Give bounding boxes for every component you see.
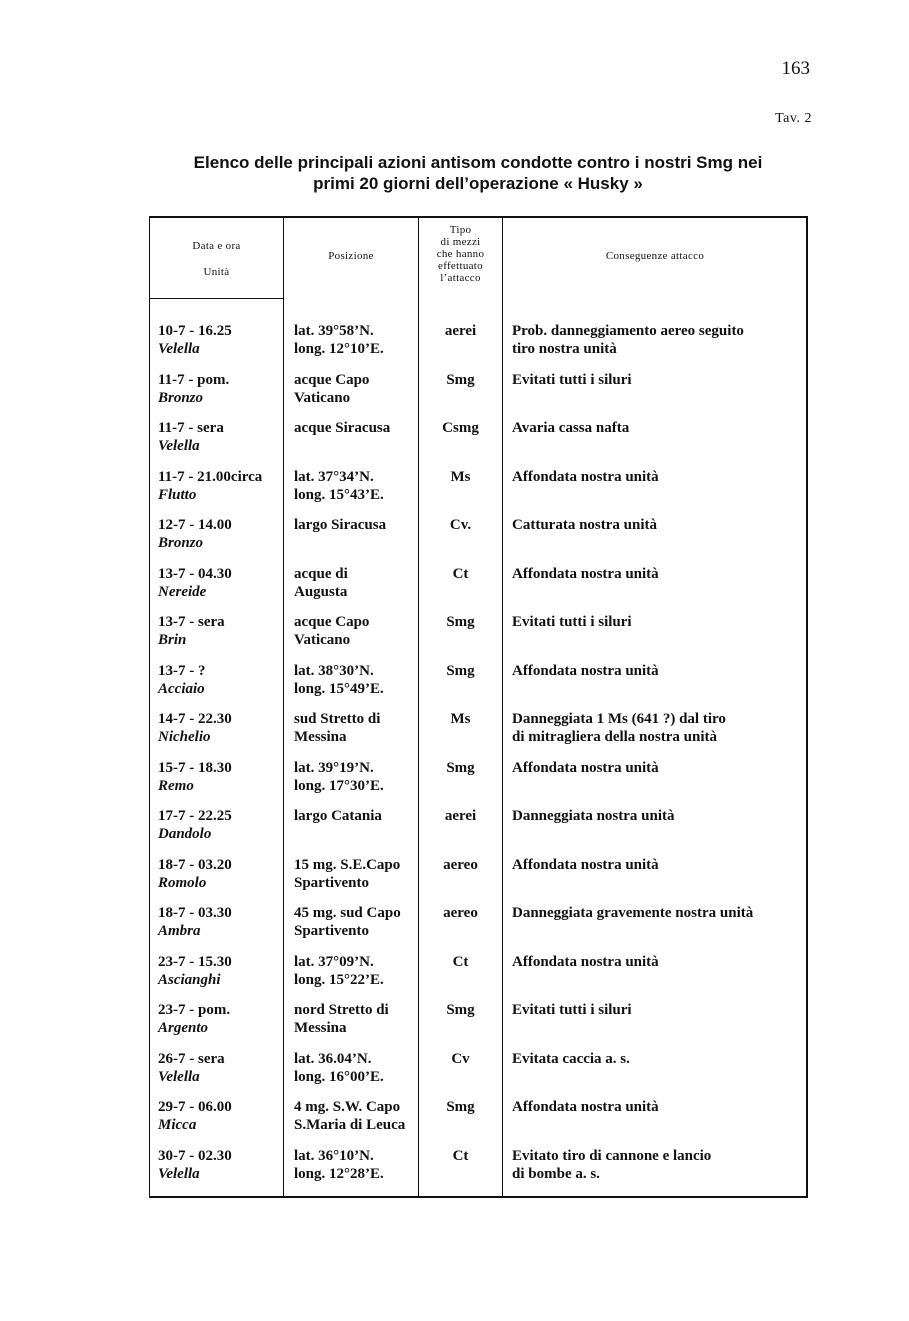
date-cell-unit: Velella bbox=[158, 1165, 200, 1182]
position-cell-pos1: largo Siracusa bbox=[294, 517, 387, 533]
date-cell-date: 13-7 - 04.30 bbox=[158, 565, 232, 582]
header-type-line: di mezzi bbox=[440, 236, 481, 248]
type-cell-type: Smg bbox=[446, 1002, 475, 1018]
type-cell bbox=[419, 1001, 502, 1019]
table-row bbox=[150, 904, 806, 953]
position-cell-pos2: Messina bbox=[294, 729, 347, 745]
position-cell-pos1: lat. 36.04’N. bbox=[294, 1050, 372, 1067]
consequence-cell bbox=[512, 953, 802, 971]
table-row bbox=[150, 759, 806, 808]
consequence-cell-cons1: Avaria cassa nafta bbox=[512, 420, 630, 436]
type-cell-type: Csmg bbox=[442, 420, 479, 436]
date-cell bbox=[158, 516, 282, 552]
position-cell bbox=[294, 953, 422, 989]
position-cell bbox=[294, 1001, 422, 1037]
table-row bbox=[150, 807, 806, 856]
consequence-cell-cons2: di bombe a. s. bbox=[512, 1165, 600, 1182]
position-cell-pos2: Spartivento bbox=[294, 923, 369, 939]
position-cell-pos1: lat. 37°34’N. bbox=[294, 468, 374, 485]
date-cell-unit: Bronzo bbox=[158, 535, 204, 551]
type-cell-type: Ms bbox=[450, 711, 471, 727]
position-cell bbox=[294, 856, 422, 892]
type-cell bbox=[419, 516, 502, 534]
date-cell bbox=[158, 322, 282, 358]
position-cell-pos2: long. 15°49’E. bbox=[294, 680, 384, 697]
position-cell bbox=[294, 1098, 422, 1134]
header-position: Posizione bbox=[328, 250, 374, 262]
date-cell-unit: Brin bbox=[158, 632, 187, 648]
date-cell-date: 23-7 - pom. bbox=[158, 1002, 231, 1018]
page-number: 163 bbox=[781, 58, 810, 79]
position-cell-pos2: long. 16°00’E. bbox=[294, 1068, 384, 1085]
date-cell-date: 18-7 - 03.20 bbox=[158, 856, 232, 873]
consequence-cell bbox=[512, 807, 802, 825]
header-consequences: Conseguenze attacco bbox=[605, 250, 705, 262]
position-cell bbox=[294, 516, 422, 534]
consequence-cell bbox=[512, 710, 802, 746]
type-cell-type: aereo bbox=[443, 905, 478, 921]
table-row bbox=[150, 613, 806, 662]
date-cell-unit: Velella bbox=[158, 341, 200, 357]
position-cell-pos1: sud Stretto di bbox=[294, 711, 381, 727]
position-cell-pos1: lat. 37°09’N. bbox=[294, 953, 374, 970]
consequence-cell-cons1: Affondata nostra unità bbox=[512, 759, 659, 776]
consequence-cell-cons1: Evitati tutti i siluri bbox=[512, 614, 632, 630]
date-cell-date: 11-7 - pom. bbox=[158, 371, 230, 388]
type-cell bbox=[419, 1098, 502, 1116]
position-cell-pos1: acque Capo bbox=[294, 614, 370, 630]
consequence-cell bbox=[512, 419, 802, 437]
type-cell bbox=[419, 565, 502, 583]
consequence-cell bbox=[512, 613, 802, 631]
date-cell-unit: Velella bbox=[158, 1068, 200, 1085]
position-cell-pos2: long. 17°30’E. bbox=[294, 777, 384, 794]
table-row bbox=[150, 565, 806, 614]
position-cell-pos1: 45 mg. sud Capo bbox=[294, 905, 401, 921]
position-cell-pos2: Augusta bbox=[294, 583, 348, 600]
date-cell bbox=[158, 1147, 282, 1183]
position-cell-pos2: long. 15°22’E. bbox=[294, 971, 384, 988]
date-cell-unit: Flutto bbox=[158, 486, 197, 503]
position-cell-pos2: long. 12°10’E. bbox=[294, 341, 384, 357]
type-cell-type: Cv bbox=[451, 1050, 470, 1067]
consequence-cell-cons1: Affondata nostra unità bbox=[512, 856, 659, 873]
consequence-cell-cons1: Danneggiata 1 Ms (641 ?) dal tiro bbox=[512, 711, 726, 727]
date-cell bbox=[158, 759, 282, 795]
table-row bbox=[150, 516, 806, 565]
consequence-cell bbox=[512, 904, 802, 922]
header-date: Data e ora bbox=[192, 240, 241, 252]
position-cell-pos2: Vaticano bbox=[294, 632, 351, 648]
position-cell-pos1: lat. 38°30’N. bbox=[294, 662, 374, 679]
date-cell-unit: Dandolo bbox=[158, 826, 212, 842]
table-row bbox=[150, 856, 806, 905]
type-cell bbox=[419, 662, 502, 680]
date-cell bbox=[158, 904, 282, 940]
date-cell bbox=[158, 1050, 282, 1086]
date-cell bbox=[158, 662, 282, 698]
type-cell-type: Smg bbox=[446, 662, 475, 679]
date-cell-date: 30-7 - 02.30 bbox=[158, 1147, 232, 1164]
position-cell bbox=[294, 807, 422, 825]
table-row bbox=[150, 710, 806, 759]
type-cell bbox=[419, 1147, 502, 1165]
date-cell bbox=[158, 856, 282, 892]
type-cell bbox=[419, 419, 502, 437]
type-cell-type: Ct bbox=[452, 1147, 469, 1164]
type-cell bbox=[419, 1050, 502, 1068]
consequence-cell-cons1: Affondata nostra unità bbox=[512, 468, 659, 485]
type-cell bbox=[419, 322, 502, 340]
position-cell-pos1: 4 mg. S.W. Capo bbox=[294, 1099, 401, 1115]
position-cell bbox=[294, 759, 422, 795]
date-cell bbox=[158, 1001, 282, 1037]
type-cell bbox=[419, 710, 502, 728]
type-cell-type: Smg bbox=[446, 1099, 475, 1115]
position-cell bbox=[294, 468, 422, 504]
position-cell-pos1: acque Siracusa bbox=[294, 420, 391, 436]
table-row bbox=[150, 1147, 806, 1196]
header-date-unit bbox=[150, 240, 283, 292]
type-cell bbox=[419, 807, 502, 825]
table-row bbox=[150, 1098, 806, 1147]
position-cell bbox=[294, 662, 422, 698]
consequence-cell bbox=[512, 1098, 802, 1116]
header-type-line: l’attacco bbox=[440, 272, 481, 284]
title-line-1: Elenco delle principali azioni antisom condotte contro i nostri Smg nei bbox=[193, 153, 763, 172]
header-divider bbox=[150, 298, 283, 299]
actions-table bbox=[149, 216, 808, 1198]
type-cell-type: aereo bbox=[443, 856, 478, 873]
consequence-cell-cons1: Catturata nostra unità bbox=[512, 517, 657, 533]
consequence-cell bbox=[512, 1001, 802, 1019]
position-cell-pos2: long. 15°43’E. bbox=[294, 486, 384, 503]
type-cell-type: Smg bbox=[446, 759, 475, 776]
table-title bbox=[144, 152, 812, 194]
type-cell bbox=[419, 371, 502, 389]
header-type-line: effettuato bbox=[438, 260, 483, 272]
type-cell bbox=[419, 613, 502, 631]
consequence-cell bbox=[512, 1050, 802, 1068]
date-cell-unit: Velella bbox=[158, 438, 200, 454]
date-cell-date: 11-7 - 21.00circa bbox=[158, 468, 263, 485]
date-cell-unit: Argento bbox=[158, 1020, 209, 1036]
date-cell-date: 26-7 - sera bbox=[158, 1050, 225, 1067]
consequence-cell bbox=[512, 322, 802, 358]
type-cell-type: Ct bbox=[452, 953, 469, 970]
position-cell-pos1: acque di bbox=[294, 565, 348, 582]
type-cell-type: Smg bbox=[446, 371, 475, 388]
type-cell bbox=[419, 904, 502, 922]
type-cell-type: Ms bbox=[450, 468, 471, 485]
position-cell-pos1: largo Catania bbox=[294, 808, 382, 824]
table-body bbox=[150, 322, 806, 1195]
type-cell bbox=[419, 953, 502, 971]
header-type-line: che hanno bbox=[436, 248, 485, 260]
date-cell bbox=[158, 371, 282, 407]
header-unit: Unità bbox=[203, 266, 230, 278]
type-cell-type: aerei bbox=[444, 323, 477, 339]
type-cell-type: aerei bbox=[444, 808, 477, 824]
date-cell bbox=[158, 419, 282, 455]
type-cell-type: Smg bbox=[446, 614, 475, 630]
date-cell bbox=[158, 953, 282, 989]
consequence-cell bbox=[512, 759, 802, 777]
type-cell-type: Cv. bbox=[449, 517, 472, 533]
position-cell-pos1: 15 mg. S.E.Capo bbox=[294, 856, 401, 873]
header-type bbox=[419, 224, 502, 284]
consequence-cell-cons1: Evitati tutti i siluri bbox=[512, 371, 632, 388]
table-row bbox=[150, 953, 806, 1002]
date-cell-unit: Ambra bbox=[158, 923, 201, 939]
date-cell-date: 11-7 - sera bbox=[158, 420, 224, 436]
table-row bbox=[150, 419, 806, 468]
position-cell-pos2: Vaticano bbox=[294, 389, 351, 406]
consequence-cell-cons1: Evitata caccia a. s. bbox=[512, 1050, 630, 1067]
position-cell-pos1: lat. 39°19’N. bbox=[294, 759, 374, 776]
type-cell bbox=[419, 856, 502, 874]
date-cell bbox=[158, 613, 282, 649]
consequence-cell bbox=[512, 856, 802, 874]
consequence-cell-cons1: Danneggiata gravemente nostra unità bbox=[512, 905, 754, 921]
table-label: Tav. 2 bbox=[775, 111, 812, 126]
date-cell-unit: Ascianghi bbox=[158, 971, 221, 988]
consequence-cell bbox=[512, 565, 802, 583]
position-cell-pos2: S.Maria di Leuca bbox=[294, 1117, 406, 1133]
date-cell bbox=[158, 807, 282, 843]
date-cell-date: 10-7 - 16.25 bbox=[158, 323, 232, 339]
date-cell-date: 18-7 - 03.30 bbox=[158, 905, 232, 921]
date-cell-date: 15-7 - 18.30 bbox=[158, 759, 232, 776]
date-cell-unit: Romolo bbox=[158, 874, 207, 891]
consequence-cell-cons1: Evitato tiro di cannone e lancio bbox=[512, 1147, 712, 1164]
table-row bbox=[150, 662, 806, 711]
date-cell-date: 29-7 - 06.00 bbox=[158, 1099, 232, 1115]
position-cell-pos2: long. 12°28’E. bbox=[294, 1165, 384, 1182]
consequence-cell-cons1: Prob. danneggiamento aereo seguito bbox=[512, 323, 744, 339]
table-row bbox=[150, 371, 806, 420]
consequence-cell-cons2: tiro nostra unità bbox=[512, 341, 617, 357]
consequence-cell-cons1: Affondata nostra unità bbox=[512, 953, 659, 970]
consequence-cell bbox=[512, 662, 802, 680]
date-cell bbox=[158, 565, 282, 601]
consequence-cell bbox=[512, 371, 802, 389]
consequence-cell-cons2: di mitragliera della nostra unità bbox=[512, 729, 717, 745]
table-row bbox=[150, 1050, 806, 1099]
date-cell bbox=[158, 468, 282, 504]
consequence-cell-cons1: Affondata nostra unità bbox=[512, 1099, 659, 1115]
position-cell bbox=[294, 904, 422, 940]
consequence-cell bbox=[512, 516, 802, 534]
position-cell-pos2: Spartivento bbox=[294, 874, 369, 891]
consequence-cell bbox=[512, 468, 802, 486]
date-cell-unit: Micca bbox=[158, 1117, 197, 1133]
date-cell-unit: Remo bbox=[158, 777, 194, 794]
date-cell-unit: Nichelio bbox=[158, 729, 211, 745]
position-cell bbox=[294, 419, 422, 437]
date-cell-unit: Bronzo bbox=[158, 389, 204, 406]
position-cell-pos1: acque Capo bbox=[294, 371, 370, 388]
date-cell-unit: Nereide bbox=[158, 583, 207, 600]
date-cell bbox=[158, 710, 282, 746]
position-cell bbox=[294, 1050, 422, 1086]
consequence-cell-cons1: Affondata nostra unità bbox=[512, 662, 659, 679]
type-cell bbox=[419, 468, 502, 486]
type-cell-type: Ct bbox=[452, 565, 469, 582]
consequence-cell-cons1: Affondata nostra unità bbox=[512, 565, 659, 582]
date-cell-date: 23-7 - 15.30 bbox=[158, 953, 232, 970]
title-line-2: primi 20 giorni dell’operazione « Husky » bbox=[313, 174, 643, 193]
position-cell bbox=[294, 710, 422, 746]
table-row bbox=[150, 468, 806, 517]
position-cell-pos1: lat. 36°10’N. bbox=[294, 1147, 374, 1164]
consequence-cell-cons1: Danneggiata nostra unità bbox=[512, 808, 675, 824]
date-cell-date: 13-7 - sera bbox=[158, 614, 225, 630]
date-cell-unit: Acciaio bbox=[158, 680, 205, 697]
position-cell-pos1: nord Stretto di bbox=[294, 1002, 389, 1018]
position-cell bbox=[294, 565, 422, 601]
position-cell bbox=[294, 1147, 422, 1183]
table-row bbox=[150, 322, 806, 371]
date-cell-date: 13-7 - ? bbox=[158, 662, 206, 679]
consequence-cell-cons1: Evitati tutti i siluri bbox=[512, 1002, 632, 1018]
position-cell-pos2: Messina bbox=[294, 1020, 347, 1036]
type-cell bbox=[419, 759, 502, 777]
header-type-line: Tipo bbox=[449, 224, 472, 236]
date-cell-date: 12-7 - 14.00 bbox=[158, 517, 232, 533]
position-cell bbox=[294, 322, 422, 358]
date-cell-date: 14-7 - 22.30 bbox=[158, 711, 232, 727]
position-cell bbox=[294, 371, 422, 407]
date-cell bbox=[158, 1098, 282, 1134]
table-row bbox=[150, 1001, 806, 1050]
date-cell-date: 17-7 - 22.25 bbox=[158, 808, 232, 824]
consequence-cell bbox=[512, 1147, 802, 1183]
position-cell-pos1: lat. 39°58’N. bbox=[294, 323, 374, 339]
position-cell bbox=[294, 613, 422, 649]
